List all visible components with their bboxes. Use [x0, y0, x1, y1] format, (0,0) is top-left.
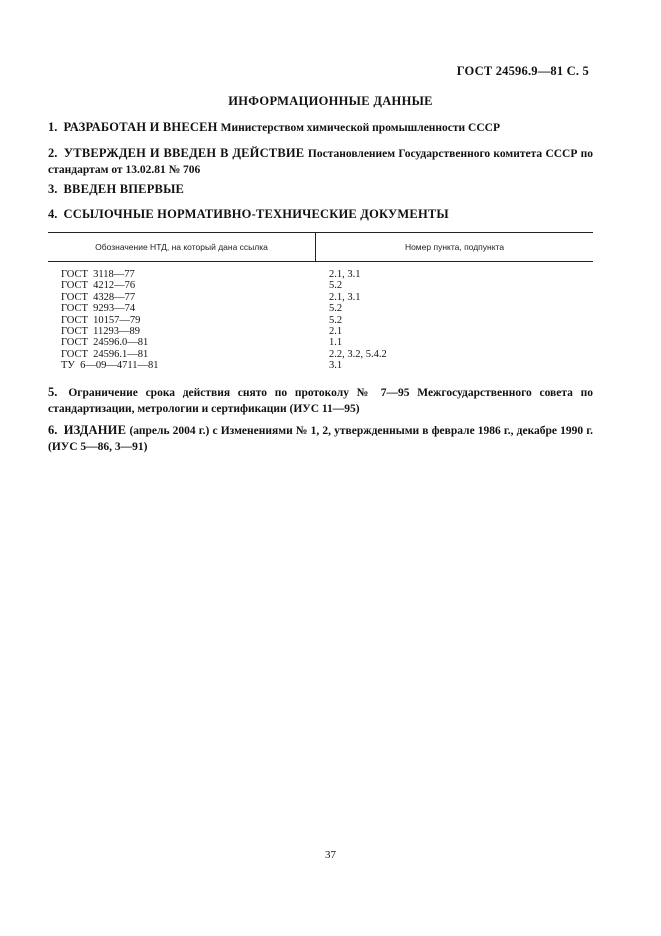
table-column-documents [61, 269, 158, 372]
table-cell-clause: 2.1, 3.1 [329, 269, 361, 280]
table-cell-document: ГОСТ 24596.1—81 [61, 348, 149, 360]
page-title: ИНФОРМАЦИОННЫЕ ДАННЫЕ [228, 94, 433, 108]
item-body: Министерством химической промышленности СССР [220, 122, 501, 134]
info-item-3 [48, 182, 593, 197]
table-cell-document: ГОСТ 4328—77 [61, 291, 136, 303]
item-number: 3. [48, 182, 58, 196]
item-lead: ИЗДАНИЕ [63, 423, 127, 437]
item-number: 1. [48, 120, 58, 134]
info-item-6 [48, 423, 593, 455]
table-cell-document: ГОСТ 4212—76 [61, 280, 136, 292]
table-cell-clause: 5.2 [329, 303, 343, 315]
table-cell-clause: 3.1 [329, 360, 343, 372]
table-header-clause: Номер пункта, подпункта [404, 242, 505, 252]
standard-reference: ГОСТ 24596.9—81 С. 5 [456, 64, 589, 78]
table-cell-clause: 5.2 [329, 314, 343, 326]
item-body: Постановлением Государственного комитета СССР по стандартам от 13.02.81 № 706 [48, 148, 594, 176]
table-cell-clause: 1.1 [329, 337, 343, 349]
table-cell-document: ГОСТ 3118—77 [61, 269, 135, 280]
item-body: (апрель 2004 г.) с Изменениями № 1, 2, утвержденными в феврале 1986 г., декабре 1990 г. (ИУС 5—86, 3—91) [48, 425, 594, 453]
table-cell-document: ГОСТ 24596.0—81 [61, 337, 149, 349]
table-cell-document: ГОСТ 9293—74 [61, 303, 136, 315]
item-number: 5. [48, 385, 58, 399]
item-lead: УТВЕРЖДЕН И ВВЕДЕН В ДЕЙСТВИЕ [63, 146, 305, 160]
table-cell-document: ТУ 6—09—4711—81 [61, 360, 159, 372]
item-lead: ВВЕДЕН ВПЕРВЫЕ [63, 182, 185, 196]
info-item-1 [48, 120, 593, 136]
item-number: 2. [48, 146, 58, 160]
table-cell-clause: 5.2 [329, 280, 343, 292]
table-cell-clause: 2.1 [329, 326, 343, 338]
table-header-divider [48, 261, 593, 262]
table-header-document: Обозначение НТД, на который дана ссылка [95, 242, 268, 252]
table-cell-clause: 2.2, 3.2, 5.4.2 [329, 348, 387, 360]
info-item-5 [48, 385, 593, 417]
page-number: 37 [325, 849, 336, 861]
item-lead: ССЫЛОЧНЫЕ НОРМАТИВНО-ТЕХНИЧЕСКИЕ ДОКУМЕНТЫ [63, 207, 449, 221]
table-column-clauses [329, 269, 387, 372]
info-item-2 [48, 146, 593, 178]
item-body: Ограничение срока действия снято по протоколу № 7—95 Межгосударственного совета по стандартизации, метрологии и сертификации (ИУС 11—95) [48, 387, 594, 415]
item-number: 4. [48, 207, 58, 221]
table-cell-clause: 2.1, 3.1 [329, 291, 361, 303]
item-lead: РАЗРАБОТАН И ВНЕСЕН [63, 120, 218, 134]
item-number: 6. [48, 423, 58, 437]
table-cell-document: ГОСТ 10157—79 [61, 314, 141, 326]
reference-documents-table [48, 232, 593, 371]
table-cell-document: ГОСТ 11293—89 [61, 326, 141, 338]
info-item-4 [48, 207, 593, 222]
